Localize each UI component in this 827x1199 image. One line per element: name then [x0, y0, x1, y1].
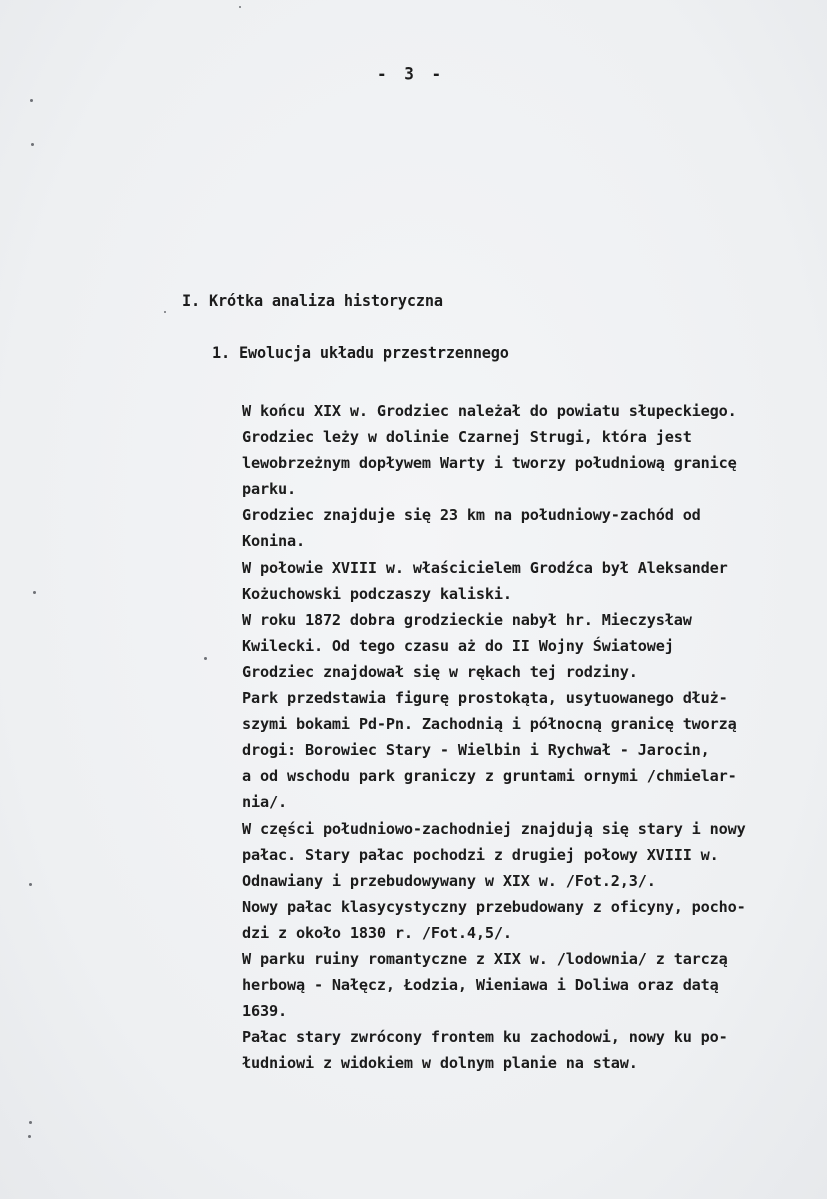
text-line: łudniowi z widokiem w dolnym planie na staw. [242, 1054, 638, 1073]
text-line: W części południowo-zachodniej znajdują się stary i nowy [242, 819, 746, 838]
scan-speck [239, 6, 241, 8]
text-line: parku. [242, 480, 296, 499]
body-text [242, 398, 746, 1076]
text-line: dzi z około 1830 r. /Fot.4,5/. [242, 923, 512, 942]
text-line: W parku ruiny romantyczne z XIX w. /lodownia/ z tarczą [242, 949, 728, 968]
text-line: Odnawiany i przebudowywany w XIX w. /Fot.2,3/. [242, 871, 656, 890]
text-line: Park przedstawia figurę prostokąta, usytuowanego dłuż- [242, 689, 728, 708]
text-line: nia/. [242, 793, 287, 812]
text-line: szymi bokami Pd-Pn. Zachodnią i północną granicę tworzą [242, 715, 737, 734]
text-line: Kwilecki. Od tego czasu aż do II Wojny Światowej [242, 636, 674, 655]
text-line: Konina. [242, 532, 305, 551]
text-line: drogi: Borowiec Stary - Wielbin i Rychwał - Jarocin, [242, 741, 710, 760]
text-line: herbową - Nałęcz, Łodzia, Wieniawa i Doliwa oraz datą [242, 976, 719, 995]
scan-speck [164, 311, 166, 313]
text-line: 1639. [242, 1002, 287, 1021]
section-heading: I. Krótka analiza historyczna [182, 291, 443, 311]
scan-speck [204, 657, 207, 660]
subsection-heading: 1. Ewolucja układu przestrzennego [212, 343, 509, 363]
text-line: Grodziec znajdował się w rękach tej rodziny. [242, 662, 638, 681]
scan-speck [29, 1121, 32, 1124]
text-line: pałac. Stary pałac pochodzi z drugiej połowy XVIII w. [242, 845, 719, 864]
text-line: Nowy pałac klasycystyczny przebudowany z oficyny, pocho- [242, 897, 746, 916]
text-line: Grodziec znajduje się 23 km na południowy-zachód od [242, 506, 701, 525]
text-line: Pałac stary zwrócony frontem ku zachodowi, nowy ku po- [242, 1028, 728, 1047]
text-line: lewobrzeżnym dopływem Warty i tworzy południową granicę [242, 454, 737, 473]
text-line: W połowie XVIII w. właścicielem Grodźca był Aleksander [242, 558, 728, 577]
scan-speck [31, 143, 34, 146]
text-line: Kożuchowski podczaszy kaliski. [242, 584, 512, 603]
scan-speck [29, 883, 32, 886]
text-line: W roku 1872 dobra grodzieckie nabył hr. Mieczysław [242, 610, 692, 629]
scan-speck [28, 1135, 31, 1138]
page-number: - 3 - [377, 63, 446, 84]
scan-speck [30, 99, 33, 102]
text-line: a od wschodu park graniczy z gruntami ornymi /chmielar- [242, 767, 737, 786]
text-line: Grodziec leży w dolinie Czarnej Strugi, która jest [242, 428, 692, 447]
text-line: W końcu XIX w. Grodziec należał do powiatu słupeckiego. [242, 402, 737, 420]
scan-speck [33, 591, 36, 594]
